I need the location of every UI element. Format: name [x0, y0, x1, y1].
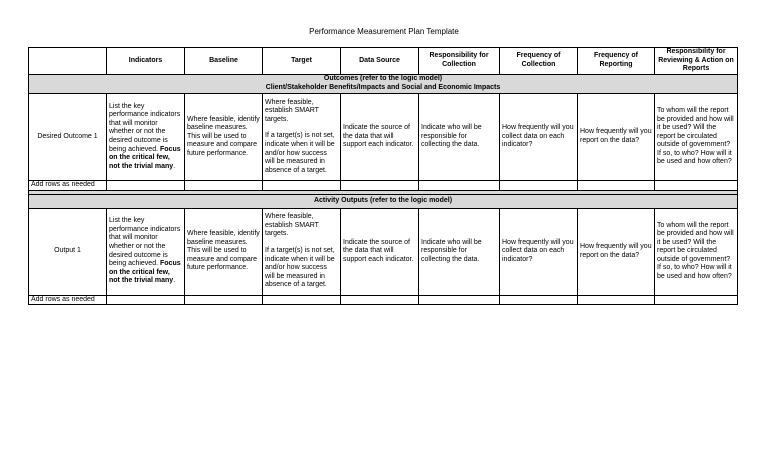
outcome-resp-collection-cell: Indicate who will be responsible for collecting the data.: [419, 94, 500, 181]
output-indicators-bold: Focus on the critical few, not the trivial many: [109, 260, 181, 285]
header-frequency-collection: Frequency of Collection: [500, 48, 578, 75]
outcome-add-rows-label: Add rows as needed: [29, 181, 107, 191]
header-frequency-reporting: Frequency of Reporting: [578, 48, 655, 75]
outcome-add-rows-row: [29, 181, 738, 191]
header-target: Target: [263, 48, 341, 75]
empty-cell: [341, 181, 419, 191]
empty-cell: [419, 295, 500, 305]
empty-cell: [107, 181, 185, 191]
header-data-source: Data Source: [341, 48, 419, 75]
empty-cell: [263, 295, 341, 305]
output-data-source-cell: Indicate the source of the data that will support each indicator.: [341, 208, 419, 295]
output-add-rows-label: Add rows as needed: [29, 295, 107, 305]
empty-cell: [185, 295, 263, 305]
outcome-resp-review-cell: To whom will the report be provided and how will it be used? Will the report be circulated outside of government? If so, to who? How will it be used and how often?: [655, 94, 738, 181]
outcome-row: [29, 94, 738, 181]
document-title: Performance Measurement Plan Template: [309, 27, 459, 36]
empty-cell: [578, 295, 655, 305]
outcome-indicators-bold: Focus on the critical few, not the trivial many: [109, 145, 181, 170]
outcome-data-source-cell: Indicate the source of the data that will support each indicator.: [341, 94, 419, 181]
empty-cell: [419, 181, 500, 191]
output-row-label: Output 1: [29, 208, 107, 295]
outcome-indicators-end: .: [173, 162, 176, 170]
output-target-a: Where feasible, establish SMART targets.: [265, 213, 319, 238]
empty-cell: [655, 295, 738, 305]
outcomes-band: [29, 75, 738, 94]
output-target-cell: [263, 208, 341, 295]
empty-cell: [500, 181, 578, 191]
output-row: [29, 208, 738, 295]
outputs-band: Activity Outputs (refer to the logic model): [29, 194, 738, 208]
empty-cell: [263, 181, 341, 191]
empty-cell: [185, 181, 263, 191]
output-resp-collection-cell: Indicate who will be responsible for collecting the data.: [419, 208, 500, 295]
output-indicators-end: .: [173, 277, 176, 285]
header-baseline: Baseline: [185, 48, 263, 75]
performance-measurement-table: [28, 47, 738, 305]
outcome-row-label: Desired Outcome 1: [29, 94, 107, 181]
outcome-indicators-text: List the key performance indicators that will monitor whether or not the desired outcome is being achieved.: [109, 102, 181, 153]
output-target-b: If a target(s) is not set, indicate when it will be and/or how success will be measured in absence of a target.: [265, 247, 335, 289]
output-indicators-text: List the key performance indicators that will monitor whether or not the desired outcome is being achieved.: [109, 217, 181, 268]
outcome-target-a: Where feasible, establish SMART targets.: [265, 98, 319, 123]
outcome-baseline-cell: Where feasible, identify baseline measures. This will be used to measure and compare future performance.: [185, 94, 263, 181]
header-row: [29, 48, 738, 75]
header-blank: [29, 48, 107, 75]
output-add-rows-row: [29, 295, 738, 305]
empty-cell: [655, 181, 738, 191]
outcomes-band-line2: Client/Stakeholder Benefits/Impacts and Social and Economic Impacts: [265, 84, 501, 91]
outcome-indicators-cell: [107, 94, 185, 181]
output-indicators-cell: [107, 208, 185, 295]
header-responsibility-review: Responsibility for Reviewing & Action on Reports: [655, 48, 738, 75]
empty-cell: [500, 295, 578, 305]
output-freq-collection-cell: How frequently will you collect data on each indicator?: [500, 208, 578, 295]
outcome-freq-collection-cell: How frequently will you collect data on each indicator?: [500, 94, 578, 181]
outputs-band-row: [29, 194, 738, 208]
output-baseline-cell: Where feasible, identify baseline measures. This will be used to measure and compare future performance.: [185, 208, 263, 295]
output-freq-reporting-cell: How frequently will you report on the data?: [578, 208, 655, 295]
output-resp-review-cell: To whom will the report be provided and how will it be used? Will the report be circulated outside of government? If so, to who? How will it be used and how often?: [655, 208, 738, 295]
header-responsibility-collection: Responsibility for Collection: [419, 48, 500, 75]
outcomes-band-row: [29, 75, 738, 94]
outcome-target-cell: [263, 94, 341, 181]
empty-cell: [341, 295, 419, 305]
empty-cell: [578, 181, 655, 191]
outcome-freq-reporting-cell: How frequently will you report on the data?: [578, 94, 655, 181]
empty-cell: [107, 295, 185, 305]
outcome-target-b: If a target(s) is not set, indicate when it will be and/or how success will be measured in absence of a target.: [265, 132, 335, 174]
outcomes-band-line1: Outcomes (refer to the logic model): [323, 75, 443, 83]
header-indicators: Indicators: [107, 48, 185, 75]
